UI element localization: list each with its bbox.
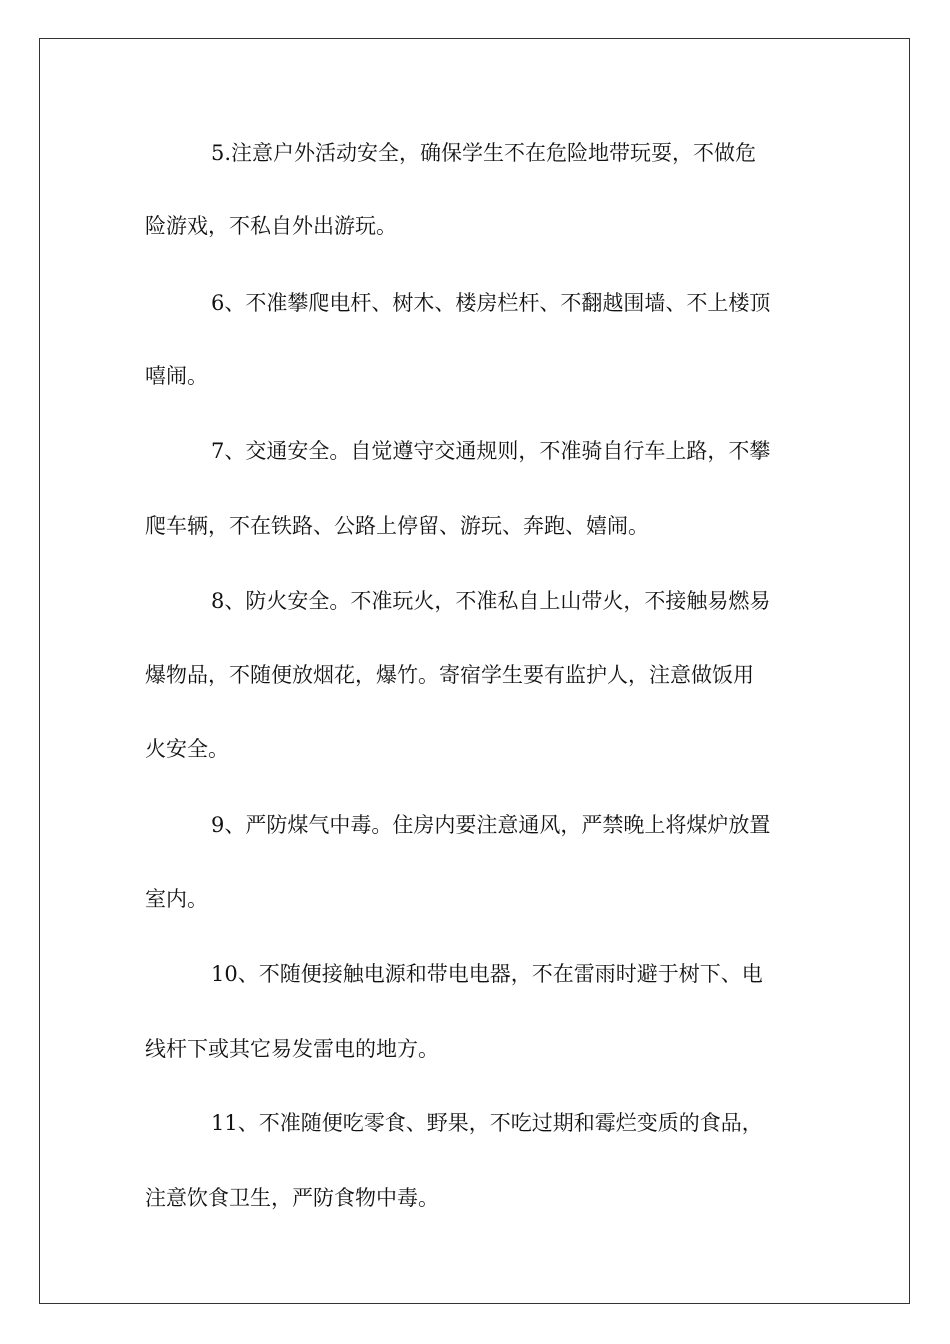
paragraph-line: 5.注意户外活动安全，确保学生不在危险地带玩耍，不做危	[211, 141, 757, 165]
paragraph-line: 火安全。	[145, 737, 229, 761]
paragraph-line: 险游戏，不私自外出游玩。	[145, 214, 397, 238]
paragraph-line: 爆物品，不随便放烟花，爆竹。寄宿学生要有监护人，注意做饭用	[145, 663, 754, 687]
paragraph-line: 嘻闹。	[145, 364, 208, 388]
paragraph-line: 6、不准攀爬电杆、树木、楼房栏杆、不翻越围墙、不上楼顶	[211, 291, 771, 315]
paragraph-line: 注意饮食卫生，严防食物中毒。	[145, 1186, 439, 1210]
paragraph-line: 9、严防煤气中毒。住房内要注意通风，严禁晚上将煤炉放置	[211, 813, 771, 837]
paragraph-line: 8、防火安全。不准玩火，不准私自上山带火，不接触易燃易	[211, 589, 771, 613]
paragraph-line: 11、不准随便吃零食、野果，不吃过期和霉烂变质的食品，	[211, 1111, 763, 1135]
paragraph-line: 10、不随便接触电源和带电电器，不在雷雨时避于树下、电	[211, 962, 763, 986]
paragraph-line: 室内。	[145, 887, 208, 911]
paragraph-line: 线杆下或其它易发雷电的地方。	[145, 1037, 439, 1061]
paragraph-line: 7、交通安全。自觉遵守交通规则，不准骑自行车上路，不攀	[211, 439, 771, 463]
paragraph-line: 爬车辆，不在铁路、公路上停留、游玩、奔跑、嬉闹。	[145, 514, 649, 538]
